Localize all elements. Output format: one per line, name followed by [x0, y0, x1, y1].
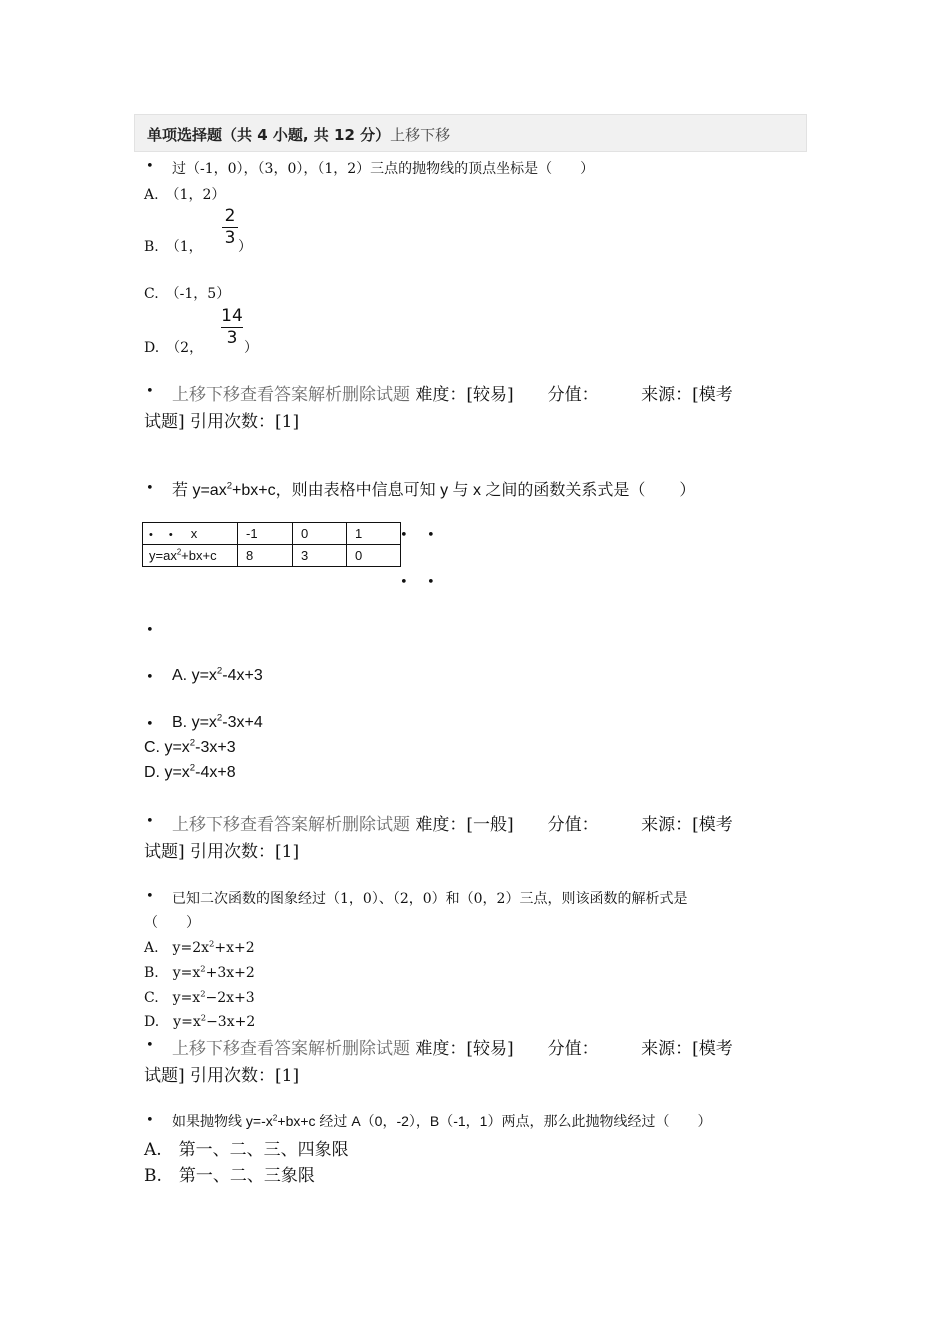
table-cell: • • x [143, 523, 238, 545]
table-cell: 0 [293, 523, 347, 545]
table-cell: $y=ax^2+bx+c$ [143, 545, 238, 567]
q2-option-c: C. $y=x^2-3x+3$ [144, 737, 236, 756]
q3-option-c: C. $y=x^2-2x+3$ [144, 988, 255, 1006]
q1-meta: 上移下移查看答案解析删除试题 难度：[较易] 分值： 来源：[模考 [172, 385, 733, 405]
bullet: • [427, 575, 435, 590]
q1-option-d: D. （2， [144, 340, 204, 356]
bullet: • [400, 575, 408, 590]
q3-option-b: B. $y=x^2+3x+2$ [144, 963, 255, 981]
q1-option-a: A. （1，2） [144, 187, 226, 203]
bullet: • [146, 1038, 154, 1053]
q3-actions[interactable]: 上移下移查看答案解析删除试题 [172, 1039, 410, 1059]
table-cell: 3 [293, 545, 347, 567]
bullet: • [146, 623, 154, 638]
bullet: • [146, 814, 154, 829]
q3-stem-line2: （ ） [144, 915, 200, 931]
q4-stem: 如果抛物线 $y=-x^2+bx+c$ 经过 A（0，-2），B（-1，1）两点，那么此抛物线经过（ ） [172, 1112, 712, 1129]
section-move-link[interactable]: 上移下移 [390, 126, 451, 144]
q1-meta-line2: 试题] 引用次数：[1] [144, 412, 300, 432]
q2-option-b: B. $y=x^2-3x+4$ [172, 712, 263, 731]
q2-meta: 上移下移查看答案解析删除试题 难度：[一般] 分值： 来源：[模考 [172, 815, 733, 835]
q2-option-d: D. $y=x^2-4x+8$ [144, 762, 236, 781]
table-cell: 1 [347, 523, 401, 545]
q1-option-b: B. （1， [144, 239, 203, 255]
q2-stem: 若 $y=ax^2+bx+c$，则由表格中信息可知 y 与 x 之间的函数关系式是（ ） [172, 480, 696, 499]
q2-option-a: A. $y=x^2-4x+3$ [172, 665, 263, 684]
bullet: • [427, 528, 435, 543]
q1-option-c: C. （-1，5） [144, 286, 231, 302]
bullet: • [146, 717, 154, 732]
q4-option-a: A. 第一、二、三、四象限 [144, 1140, 349, 1160]
q3-option-a: A. $y=2x^2+x+2$ [144, 938, 255, 956]
q3-meta: 上移下移查看答案解析删除试题 难度：[较易] 分值： 来源：[模考 [172, 1039, 733, 1059]
q2-actions[interactable]: 上移下移查看答案解析删除试题 [172, 815, 410, 835]
bullet: • [400, 528, 408, 543]
table-cell: -1 [238, 523, 293, 545]
q1-option-d-fraction: 14 3 [221, 306, 243, 348]
q1-option-b-close: ） [238, 239, 252, 255]
table-cell: 0 [347, 545, 401, 567]
q1-option-b-fraction: 2 3 [222, 206, 238, 247]
bullet: • [146, 384, 154, 399]
q4-option-b: B. 第一、二、三象限 [144, 1166, 315, 1186]
bullet: • [146, 670, 154, 685]
q1-option-d-close: ） [244, 340, 258, 356]
bullet: • [146, 159, 154, 174]
table-row [143, 523, 401, 545]
q3-meta-line2: 试题] 引用次数：[1] [144, 1066, 300, 1086]
q2-meta-line2: 试题] 引用次数：[1] [144, 842, 300, 862]
q1-stem: 过（-1，0），（3，0），（1，2）三点的抛物线的顶点坐标是（ ） [172, 161, 595, 177]
q3-option-d: D. $y=x^2-3x+2$ [144, 1012, 256, 1030]
section-header [134, 114, 807, 152]
table-cell: 8 [238, 545, 293, 567]
bullet: • [146, 481, 154, 496]
q1-actions[interactable]: 上移下移查看答案解析删除试题 [172, 385, 410, 405]
table-row [143, 545, 401, 567]
section-title: 单项选择题（共 4 小题, 共 12 分）上移下移 [147, 126, 451, 144]
bullet: • [146, 1113, 154, 1128]
bullet: • [146, 889, 154, 904]
q3-stem: 已知二次函数的图象经过（1，0）、（2，0）和（0，2）三点，则该函数的解析式是 [172, 891, 688, 907]
q2-table [142, 522, 401, 567]
